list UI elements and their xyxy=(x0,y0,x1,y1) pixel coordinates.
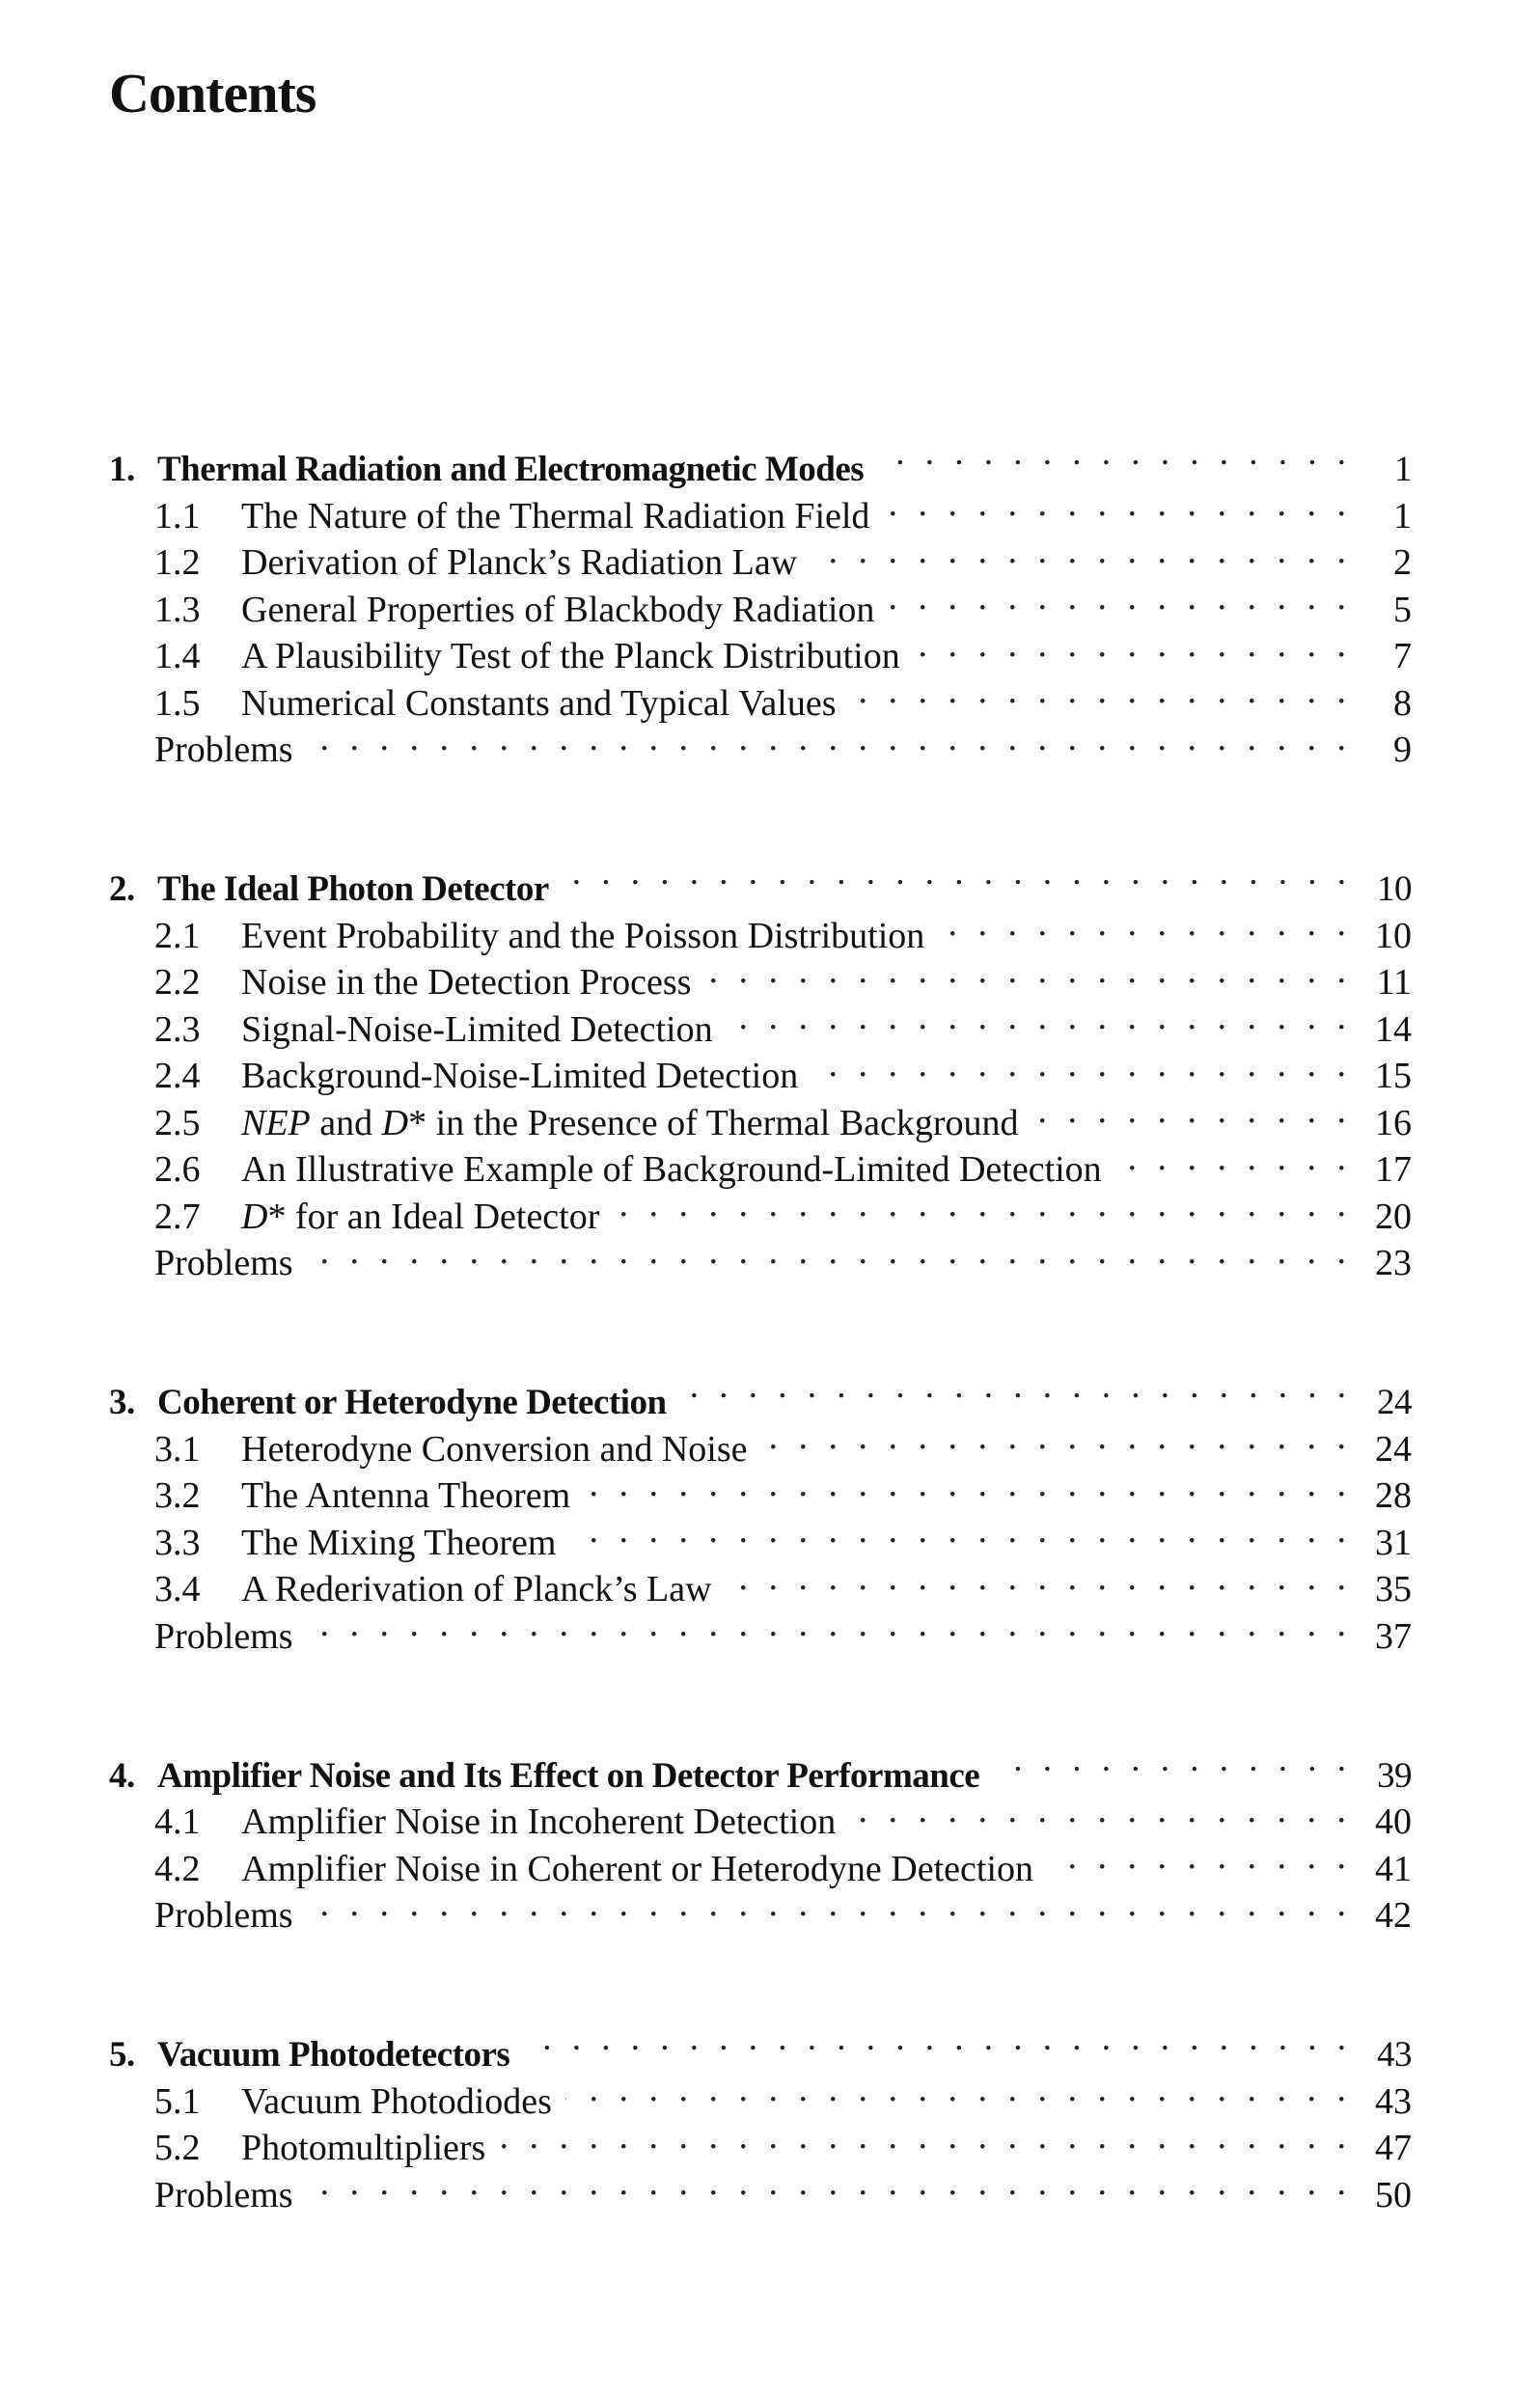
dot-leader xyxy=(727,994,1352,1041)
section-title: General Properties of Blackbody Radiation xyxy=(241,589,875,630)
toc-chapter-entry[interactable] xyxy=(109,846,1412,909)
section-page-number: 14 xyxy=(1375,1008,1412,1050)
section-title: An Illustrative Example of Background-Limited Detection xyxy=(241,1149,1102,1190)
section-page-number: 8 xyxy=(1393,682,1412,724)
section-page-number: 43 xyxy=(1375,2080,1412,2122)
section-number: 2.1 xyxy=(154,915,201,956)
dot-leader xyxy=(849,668,1352,715)
section-title: The Nature of the Thermal Radiation Field xyxy=(241,495,870,536)
chapter-number: 1. xyxy=(109,450,135,489)
section-number: 1.4 xyxy=(154,636,201,676)
page-title: Contents xyxy=(109,62,316,124)
section-page-number: 11 xyxy=(1376,962,1412,1003)
section-number: 5.2 xyxy=(154,2128,201,2168)
section-page-number: 24 xyxy=(1375,1428,1412,1470)
section-page-number: 20 xyxy=(1375,1196,1412,1237)
problems-label: Problems xyxy=(154,1243,293,1283)
dot-leader xyxy=(877,426,1352,481)
section-number: 2.4 xyxy=(154,1056,201,1096)
section-page-number: 31 xyxy=(1375,1522,1412,1563)
section-title: Vacuum Photodiodes xyxy=(241,2080,552,2122)
dot-leader xyxy=(914,621,1352,669)
chapter-title: The Ideal Photon Detector xyxy=(157,869,549,909)
section-number: 1.5 xyxy=(154,682,201,724)
section-page-number: 5 xyxy=(1393,589,1412,630)
dot-leader xyxy=(938,900,1352,948)
dot-leader xyxy=(307,1601,1352,1648)
chapter-number: 3. xyxy=(109,1383,135,1422)
dot-leader xyxy=(565,2066,1352,2113)
section-number: 4.2 xyxy=(154,1848,201,1889)
section-title: Derivation of Planck’s Radiation Law xyxy=(241,542,798,583)
dot-leader xyxy=(307,1881,1352,1928)
chapter-title: Vacuum Photodetectors xyxy=(157,2035,510,2075)
section-page-number: 17 xyxy=(1375,1149,1412,1190)
section-number: 5.1 xyxy=(154,2080,201,2122)
section-number: 3.4 xyxy=(154,1569,201,1609)
chapter-page-number: 10 xyxy=(1377,869,1412,909)
dot-leader xyxy=(761,1414,1353,1461)
section-title: The Antenna Theorem xyxy=(241,1475,571,1516)
section-page-number: 16 xyxy=(1375,1102,1412,1143)
section-page-number: 7 xyxy=(1393,636,1412,676)
dot-leader xyxy=(1047,1833,1352,1881)
section-number: 3.3 xyxy=(154,1522,201,1563)
dot-leader xyxy=(849,1787,1352,1834)
dot-leader xyxy=(811,1041,1352,1088)
dot-leader xyxy=(811,528,1352,575)
section-page-number: 2 xyxy=(1393,542,1412,583)
problems-label: Problems xyxy=(154,1615,293,1657)
dot-leader xyxy=(1032,1087,1352,1135)
chapter-number: 4. xyxy=(109,1755,135,1796)
section-title: Event Probability and the Poisson Distribution xyxy=(241,915,925,956)
problems-label: Problems xyxy=(154,2174,293,2215)
section-page-number: 40 xyxy=(1375,1802,1412,1842)
table-of-contents xyxy=(109,426,1412,2292)
dot-leader xyxy=(307,1228,1352,1276)
section-page-number: 35 xyxy=(1375,1569,1412,1609)
dot-leader xyxy=(680,1360,1352,1414)
toc-chapter-entry[interactable] xyxy=(109,2012,1412,2075)
section-page-number: 41 xyxy=(1375,1848,1412,1889)
chapter-number: 2. xyxy=(109,869,135,909)
section-number: 3.1 xyxy=(154,1428,201,1470)
dot-leader xyxy=(307,715,1352,762)
section-number: 2.6 xyxy=(154,1149,201,1190)
section-number: 2.7 xyxy=(154,1196,201,1237)
toc-chapter xyxy=(109,2012,1412,2215)
section-number: 2.3 xyxy=(154,1008,201,1050)
section-title: Photomultipliers xyxy=(241,2128,486,2168)
chapter-page-number: 1 xyxy=(1394,450,1412,489)
chapter-page-number: 24 xyxy=(1377,1383,1412,1422)
section-title: NEP and D* in the Presence of Thermal Background xyxy=(241,1102,1019,1143)
toc-chapter-entry[interactable] xyxy=(109,426,1412,489)
section-number: 1.1 xyxy=(154,495,201,536)
section-number: 1.3 xyxy=(154,589,201,630)
section-number: 1.2 xyxy=(154,542,201,583)
dot-leader xyxy=(993,1733,1352,1787)
dot-leader xyxy=(499,2113,1352,2160)
section-page-number: 47 xyxy=(1375,2128,1412,2168)
section-title: The Mixing Theorem xyxy=(241,1522,557,1563)
dot-leader xyxy=(563,846,1352,900)
dot-leader xyxy=(569,1507,1352,1554)
dot-leader xyxy=(584,1461,1352,1508)
dot-leader xyxy=(888,574,1352,621)
section-page-number: 15 xyxy=(1375,1056,1412,1096)
dot-leader xyxy=(704,948,1352,995)
problems-page-number: 23 xyxy=(1375,1243,1412,1283)
section-number: 2.5 xyxy=(154,1102,201,1143)
toc-chapter xyxy=(109,1360,1412,1657)
toc-chapter-entry[interactable] xyxy=(109,1360,1412,1422)
toc-chapter-entry[interactable] xyxy=(109,1733,1412,1796)
section-number: 4.1 xyxy=(154,1802,201,1842)
toc-chapter xyxy=(109,846,1412,1283)
section-title: Amplifier Noise in Incoherent Detection xyxy=(241,1802,837,1842)
problems-page-number: 50 xyxy=(1375,2174,1412,2215)
section-title: Heterodyne Conversion and Noise xyxy=(241,1428,748,1470)
section-title: A Rederivation of Planck’s Law xyxy=(241,1569,712,1609)
toc-chapter xyxy=(109,426,1412,770)
dot-leader xyxy=(1115,1135,1352,1182)
problems-label: Problems xyxy=(154,1895,293,1936)
section-title: Background-Noise-Limited Detection xyxy=(241,1056,799,1096)
section-title: D* for an Ideal Detector xyxy=(241,1196,600,1237)
dot-leader xyxy=(726,1554,1352,1602)
section-number: 3.2 xyxy=(154,1475,201,1516)
chapter-title: Thermal Radiation and Electromagnetic Modes xyxy=(157,450,865,489)
section-page-number: 1 xyxy=(1393,495,1412,536)
chapter-page-number: 39 xyxy=(1377,1755,1412,1796)
problems-page-number: 42 xyxy=(1375,1895,1412,1936)
toc-chapter xyxy=(109,1733,1412,1936)
chapter-title: Coherent or Heterodyne Detection xyxy=(157,1383,667,1422)
chapter-title: Amplifier Noise and Its Effect on Detector Performance xyxy=(157,1755,980,1796)
section-title: Noise in the Detection Process xyxy=(241,962,692,1003)
dot-leader xyxy=(307,2159,1352,2207)
dot-leader xyxy=(883,481,1352,528)
section-title: Signal-Noise-Limited Detection xyxy=(241,1008,713,1050)
problems-page-number: 37 xyxy=(1375,1615,1412,1657)
section-number: 2.2 xyxy=(154,962,201,1003)
chapter-number: 5. xyxy=(109,2035,135,2075)
section-page-number: 10 xyxy=(1375,915,1412,956)
problems-page-number: 9 xyxy=(1393,729,1412,770)
section-title: A Plausibility Test of the Planck Distribution xyxy=(241,636,900,676)
problems-label: Problems xyxy=(154,729,293,770)
section-title: Numerical Constants and Typical Values xyxy=(241,682,837,724)
chapter-page-number: 43 xyxy=(1377,2035,1412,2075)
dot-leader xyxy=(613,1181,1352,1228)
section-title: Amplifier Noise in Coherent or Heterodyne Detection xyxy=(241,1848,1033,1889)
section-page-number: 28 xyxy=(1375,1475,1412,1516)
dot-leader xyxy=(523,2012,1352,2066)
